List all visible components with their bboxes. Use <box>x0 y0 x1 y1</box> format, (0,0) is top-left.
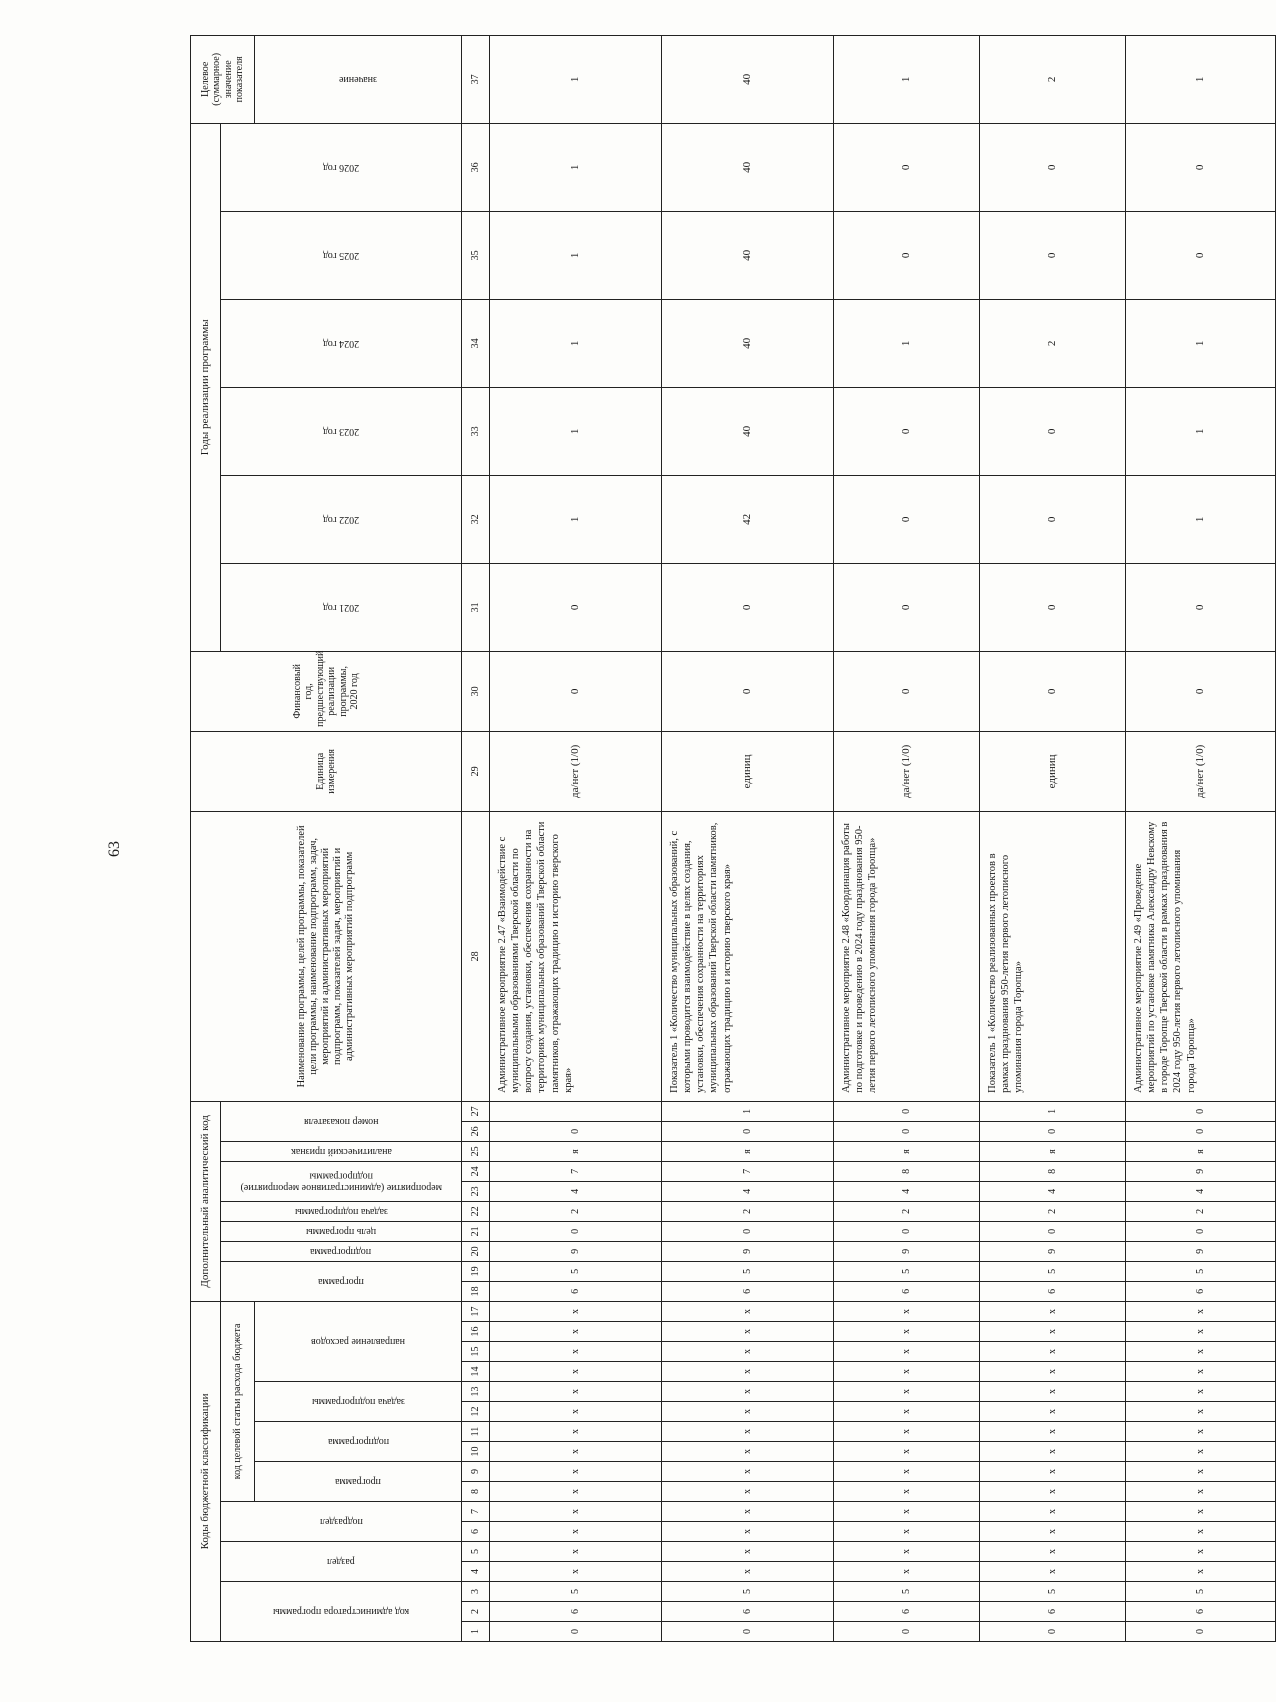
row-name: Административное мероприятие 2.49 «Проведение мероприятий по установке памятника Александру Невскому в городе Торопце Тверской области в рамках празднования в 2024 году 950-летия первого летописного упоминания города Торопца» <box>1126 811 1276 1101</box>
budget-code-digit: x <box>1126 1482 1276 1502</box>
row-year-value: 40 <box>662 299 834 387</box>
column-number-cell: 1 <box>462 1622 490 1642</box>
budget-code-digit: x <box>1126 1542 1276 1562</box>
table-row <box>490 35 662 1641</box>
unit-column-header: Единица измерения <box>191 731 462 811</box>
budget-code-digit: x <box>662 1301 834 1321</box>
program-label: программа <box>335 1476 382 1488</box>
row-year-value: 40 <box>662 387 834 475</box>
subprogram-task-header <box>255 1382 462 1422</box>
additional-code-digit: 5 <box>834 1261 980 1281</box>
row-unit: да/нет (1/0) <box>1126 731 1276 811</box>
budget-code-digit: 6 <box>662 1602 834 1622</box>
column-number-cell: 20 <box>462 1241 490 1261</box>
budget-code-digit: x <box>490 1462 662 1482</box>
row-base-value: 0 <box>662 651 834 731</box>
budget-code-digit: x <box>980 1382 1126 1402</box>
row-year-value: 40 <box>662 211 834 299</box>
add-task-header <box>221 1201 462 1221</box>
budget-code-digit: x <box>980 1322 1126 1342</box>
additional-code-digit: 2 <box>662 1201 834 1221</box>
indicator-number-header <box>221 1101 462 1141</box>
budget-code-digit: x <box>980 1442 1126 1462</box>
budget-code-digit: x <box>662 1442 834 1462</box>
additional-code-digit: 6 <box>490 1281 662 1301</box>
additional-code-digit: 2 <box>834 1201 980 1221</box>
column-number-cell: 11 <box>462 1422 490 1442</box>
budget-code-digit: x <box>662 1422 834 1442</box>
additional-code-digit: 7 <box>662 1161 834 1181</box>
additional-code-digit: 0 <box>834 1121 980 1141</box>
row-year-value: 1 <box>490 123 662 211</box>
column-number-cell: 3 <box>462 1582 490 1602</box>
additional-code-digit: 6 <box>980 1281 1126 1301</box>
column-number-cell: 17 <box>462 1301 490 1321</box>
row-year-value: 0 <box>980 475 1126 563</box>
codes-group-header: Коды бюджетной классификации <box>191 1301 221 1641</box>
row-year-value: 1 <box>490 211 662 299</box>
section-header <box>221 1542 462 1582</box>
budget-code-digit: x <box>490 1542 662 1562</box>
additional-code-digit: 2 <box>980 1201 1126 1221</box>
goal-label: цель программы <box>305 1226 377 1238</box>
column-number-cell: 26 <box>462 1121 490 1141</box>
row-year-value: 0 <box>662 563 834 651</box>
budget-code-digit: x <box>834 1462 980 1482</box>
budget-code-digit: x <box>1126 1522 1276 1542</box>
additional-code-digit: 1 <box>980 1101 1126 1121</box>
additional-code-digit: 2 <box>1126 1201 1276 1221</box>
column-number-cell: 33 <box>462 387 490 475</box>
budget-code-digit: x <box>980 1342 1126 1362</box>
add-subprogram-header <box>221 1241 462 1261</box>
additional-code-digit: 2 <box>490 1201 662 1221</box>
additional-code-digit: 0 <box>1126 1101 1276 1121</box>
row-year-value: 1 <box>490 475 662 563</box>
row-year-value: 0 <box>490 563 662 651</box>
budget-code-digit: x <box>662 1562 834 1582</box>
budget-code-digit: x <box>834 1362 980 1382</box>
row-target-value: 2 <box>980 35 1126 123</box>
column-number-cell: 24 <box>462 1161 490 1181</box>
budget-code-digit: x <box>980 1562 1126 1582</box>
column-number-cell: 15 <box>462 1342 490 1362</box>
row-name: Показатель 1 «Количество муниципальных образований, с которыми проводится взаимодействие в целях создания, установки, обеспечения сохранности на территориях муниципальных образований Тверской области памятников, отражающих традицию и историю тверского края» <box>662 811 834 1101</box>
target-value-label: значение <box>339 74 378 86</box>
additional-code-digit: 5 <box>490 1261 662 1281</box>
additional-code-digit: 0 <box>834 1221 980 1241</box>
additional-code-digit: я <box>662 1141 834 1161</box>
column-number-cell: 27 <box>462 1101 490 1121</box>
additional-code-digit: 9 <box>980 1241 1126 1261</box>
analytic-sign-header <box>221 1141 462 1161</box>
column-number-cell: 25 <box>462 1141 490 1161</box>
row-year-value: 0 <box>834 475 980 563</box>
budget-code-digit: x <box>1126 1362 1276 1382</box>
budget-code-digit: x <box>834 1402 980 1422</box>
analytic-sign-label: аналитический признак <box>290 1146 392 1158</box>
indicators-table <box>190 35 1276 1642</box>
target-value-header <box>255 35 462 123</box>
row-year-value: 0 <box>980 387 1126 475</box>
year-label-2023: 2023 год <box>322 426 360 438</box>
expense-direction-label: направление расходов <box>311 1336 406 1348</box>
row-year-value: 0 <box>980 563 1126 651</box>
budget-code-digit: x <box>1126 1322 1276 1342</box>
additional-code-digit: 6 <box>1126 1281 1276 1301</box>
years-group-header: Годы реализации программы <box>191 123 221 651</box>
additional-code-digit <box>490 1101 662 1121</box>
row-year-value: 1 <box>490 387 662 475</box>
row-target-value: 1 <box>490 35 662 123</box>
additional-code-digit: 9 <box>662 1241 834 1261</box>
row-target-value: 40 <box>662 35 834 123</box>
subsection-header <box>221 1502 462 1542</box>
budget-code-digit: x <box>490 1442 662 1462</box>
budget-code-digit: x <box>662 1382 834 1402</box>
admin-code-header <box>221 1582 462 1642</box>
goal-header <box>221 1221 462 1241</box>
year-label-2024: 2024 год <box>322 338 360 350</box>
add-task-label: задача подпрограммы <box>294 1206 388 1218</box>
row-year-value: 0 <box>834 123 980 211</box>
additional-code-digit: 0 <box>834 1101 980 1121</box>
budget-code-digit: x <box>490 1482 662 1502</box>
budget-code-digit: x <box>1126 1462 1276 1482</box>
budget-code-digit: 0 <box>980 1622 1126 1642</box>
budget-code-digit: 5 <box>662 1582 834 1602</box>
row-year-value: 0 <box>980 211 1126 299</box>
additional-code-digit: 0 <box>490 1221 662 1241</box>
row-unit: единиц <box>662 731 834 811</box>
budget-code-digit: x <box>490 1502 662 1522</box>
admin-event-header <box>221 1161 462 1201</box>
column-number-cell: 32 <box>462 475 490 563</box>
budget-code-digit: x <box>834 1382 980 1402</box>
row-unit: единиц <box>980 731 1126 811</box>
budget-code-digit: x <box>834 1422 980 1442</box>
year-header-2026 <box>221 123 462 211</box>
table-row <box>980 35 1126 1641</box>
column-number-cell: 6 <box>462 1522 490 1542</box>
indicator-number-label: номер показателя <box>303 1116 379 1128</box>
budget-code-digit: 6 <box>834 1602 980 1622</box>
rotated-table-container <box>190 52 1207 1642</box>
additional-code-digit: 0 <box>1126 1221 1276 1241</box>
additional-code-digit: 1 <box>662 1101 834 1121</box>
year-label-2025: 2025 год <box>322 250 360 262</box>
table-row <box>834 35 980 1641</box>
row-year-value: 1 <box>834 299 980 387</box>
budget-code-digit: x <box>980 1502 1126 1522</box>
year-header-2021 <box>221 563 462 651</box>
row-name: Административное мероприятие 2.48 «Координация работы по подготовке и проведению в 2024 году празднования 950-летия первого летописного упоминания города Торопца» <box>834 811 980 1101</box>
column-number-cell: 36 <box>462 123 490 211</box>
budget-code-digit: x <box>662 1362 834 1382</box>
additional-code-digit: 6 <box>662 1281 834 1301</box>
budget-code-digit: x <box>490 1342 662 1362</box>
subprogram-label: подпрограмма <box>327 1436 389 1448</box>
additional-code-digit: 0 <box>980 1221 1126 1241</box>
budget-code-digit: x <box>490 1402 662 1422</box>
budget-code-digit: x <box>834 1322 980 1342</box>
additional-code-digit: 5 <box>662 1261 834 1281</box>
budget-code-digit: x <box>980 1522 1126 1542</box>
additional-code-digit: 8 <box>980 1161 1126 1181</box>
budget-code-digit: x <box>490 1382 662 1402</box>
budget-code-digit: x <box>834 1562 980 1582</box>
year-header-2024 <box>221 299 462 387</box>
additional-code-digit: 9 <box>490 1241 662 1261</box>
target-group-header: Целевое (суммарное) значение показателя <box>191 35 255 123</box>
additional-code-digit: я <box>834 1141 980 1161</box>
row-unit: да/нет (1/0) <box>834 731 980 811</box>
additional-code-digit: 0 <box>980 1121 1126 1141</box>
row-target-value: 1 <box>1126 35 1276 123</box>
add-subprogram-label: подпрограмма <box>310 1246 372 1258</box>
admin-event-label: мероприятие (административное мероприятие) подпрограммы <box>240 1170 442 1193</box>
row-year-value: 0 <box>1126 563 1276 651</box>
additional-code-digit: 4 <box>834 1181 980 1201</box>
budget-code-digit: 6 <box>490 1602 662 1622</box>
row-base-value: 0 <box>834 651 980 731</box>
additional-code-header: Дополнительный аналитический код <box>191 1101 221 1301</box>
row-name: Показатель 1 «Количество реализованных проектов в рамках празднования 950-летия первого летописного упоминания города Торопца» <box>980 811 1126 1101</box>
budget-code-digit: 5 <box>834 1582 980 1602</box>
budget-code-digit: x <box>490 1422 662 1442</box>
additional-code-digit: 4 <box>1126 1181 1276 1201</box>
year-label-2021: 2021 год <box>322 602 360 614</box>
budget-code-digit: x <box>834 1522 980 1542</box>
column-number-cell: 34 <box>462 299 490 387</box>
budget-code-digit: x <box>490 1522 662 1542</box>
column-number-cell: 9 <box>462 1462 490 1482</box>
row-year-value: 0 <box>834 563 980 651</box>
budget-code-digit: x <box>1126 1342 1276 1362</box>
table-row <box>662 35 834 1641</box>
budget-code-digit: 6 <box>1126 1602 1276 1622</box>
year-label-2022: 2022 год <box>322 514 360 526</box>
column-number-cell: 10 <box>462 1442 490 1462</box>
additional-code-digit: я <box>490 1141 662 1161</box>
subprogram-task-label: задача подпрограммы <box>311 1396 405 1408</box>
column-number-cell: 4 <box>462 1562 490 1582</box>
budget-code-digit: 5 <box>980 1582 1126 1602</box>
row-year-value: 1 <box>1126 387 1276 475</box>
budget-code-digit: x <box>490 1362 662 1382</box>
row-base-value: 0 <box>980 651 1126 731</box>
year-header-2025 <box>221 211 462 299</box>
budget-code-digit: x <box>1126 1301 1276 1321</box>
budget-code-digit: x <box>834 1482 980 1502</box>
header-row-1 <box>191 35 221 1641</box>
row-year-value: 1 <box>490 299 662 387</box>
program-header <box>255 1462 462 1502</box>
additional-code-digit: 0 <box>662 1221 834 1241</box>
target-article-header: код целевой статьи расхода бюджета <box>221 1301 255 1501</box>
budget-code-digit: x <box>1126 1422 1276 1442</box>
budget-code-digit: x <box>1126 1442 1276 1462</box>
page-number: 63 <box>106 841 123 857</box>
budget-code-digit: x <box>1126 1382 1276 1402</box>
column-number-cell: 37 <box>462 35 490 123</box>
column-number-cell: 31 <box>462 563 490 651</box>
additional-code-digit: 9 <box>834 1241 980 1261</box>
budget-code-digit: 0 <box>662 1622 834 1642</box>
column-number-cell: 13 <box>462 1382 490 1402</box>
budget-code-digit: x <box>662 1402 834 1422</box>
budget-code-digit: x <box>834 1442 980 1462</box>
budget-code-digit: x <box>662 1542 834 1562</box>
column-number-cell: 5 <box>462 1542 490 1562</box>
budget-code-digit: x <box>980 1462 1126 1482</box>
budget-code-digit: x <box>662 1342 834 1362</box>
budget-code-digit: x <box>834 1542 980 1562</box>
row-year-value: 0 <box>834 387 980 475</box>
additional-code-digit: я <box>980 1141 1126 1161</box>
additional-code-digit: 4 <box>980 1181 1126 1201</box>
additional-code-digit: 7 <box>490 1161 662 1181</box>
budget-code-digit: x <box>980 1402 1126 1422</box>
budget-code-digit: 5 <box>1126 1582 1276 1602</box>
column-number-cell: 2 <box>462 1602 490 1622</box>
budget-code-digit: x <box>662 1322 834 1342</box>
additional-code-digit: 0 <box>1126 1121 1276 1141</box>
additional-code-digit: 4 <box>662 1181 834 1201</box>
budget-code-digit: x <box>1126 1402 1276 1422</box>
budget-code-digit: x <box>662 1502 834 1522</box>
column-number-cell: 12 <box>462 1402 490 1422</box>
budget-code-digit: x <box>834 1342 980 1362</box>
column-number-cell: 23 <box>462 1181 490 1201</box>
additional-code-digit: 8 <box>834 1161 980 1181</box>
expense-direction-header <box>255 1301 462 1381</box>
document-sheet <box>190 52 1207 1642</box>
budget-code-digit: 0 <box>834 1622 980 1642</box>
budget-code-digit: x <box>980 1422 1126 1442</box>
budget-code-digit: x <box>662 1462 834 1482</box>
column-number-cell: 19 <box>462 1261 490 1281</box>
admin-code-label: код администратора программы <box>272 1606 410 1618</box>
budget-code-digit: x <box>1126 1502 1276 1522</box>
budget-code-digit: 0 <box>1126 1622 1276 1642</box>
budget-code-digit: 0 <box>490 1622 662 1642</box>
additional-code-digit: 4 <box>490 1181 662 1201</box>
subprogram-header <box>255 1422 462 1462</box>
column-number-cell: 18 <box>462 1281 490 1301</box>
budget-code-digit: x <box>662 1522 834 1542</box>
subsection-label: подраздел <box>319 1516 363 1528</box>
column-number-cell: 29 <box>462 731 490 811</box>
column-number-cell: 35 <box>462 211 490 299</box>
year-header-2022 <box>221 475 462 563</box>
column-number-cell: 21 <box>462 1221 490 1241</box>
budget-code-digit: x <box>834 1301 980 1321</box>
additional-code-digit: 9 <box>1126 1241 1276 1261</box>
column-numbers-row <box>462 35 490 1641</box>
row-year-value: 42 <box>662 475 834 563</box>
base-year-header: Финансовый год, предшествующий реализации программы, 2020 год <box>191 651 462 731</box>
row-year-value: 1 <box>1126 475 1276 563</box>
additional-code-digit: 6 <box>834 1281 980 1301</box>
budget-code-digit: x <box>490 1301 662 1321</box>
name-column-header: Наименование программы, целей программы, показателей цели программы, наименование подпрограмм, задач, мероприятий и административных мероприятий подпрограмм, показателей задач, мероприятий и административных мероприятий подпрограмм <box>191 811 462 1101</box>
budget-code-digit: x <box>662 1482 834 1502</box>
budget-code-digit: 6 <box>980 1602 1126 1622</box>
row-year-value: 1 <box>1126 299 1276 387</box>
row-year-value: 0 <box>834 211 980 299</box>
additional-code-digit: 9 <box>1126 1161 1276 1181</box>
column-number-cell: 14 <box>462 1362 490 1382</box>
column-number-cell: 30 <box>462 651 490 731</box>
row-unit: да/нет (1/0) <box>490 731 662 811</box>
table-row <box>1126 35 1276 1641</box>
budget-code-digit: x <box>980 1482 1126 1502</box>
budget-code-digit: x <box>980 1542 1126 1562</box>
row-name: Административное мероприятие 2.47 «Взаимодействие с муниципальными образованиями Тверской области по вопросу создания, установки, обеспечения сохранности на территориях муниципальных образований Тверской области памятников, отражающих традицию и историю тверского края» <box>490 811 662 1101</box>
row-year-value: 0 <box>1126 211 1276 299</box>
year-label-2026: 2026 год <box>322 162 360 174</box>
column-number-cell: 7 <box>462 1502 490 1522</box>
budget-code-digit: x <box>490 1562 662 1582</box>
additional-code-digit: я <box>1126 1141 1276 1161</box>
row-target-value: 1 <box>834 35 980 123</box>
column-number-cell: 22 <box>462 1201 490 1221</box>
budget-code-digit: 5 <box>490 1582 662 1602</box>
budget-code-digit: x <box>1126 1562 1276 1582</box>
row-base-value: 0 <box>1126 651 1276 731</box>
additional-code-digit: 5 <box>980 1261 1126 1281</box>
budget-code-digit: x <box>980 1362 1126 1382</box>
column-number-cell: 28 <box>462 811 490 1101</box>
additional-code-digit: 5 <box>1126 1261 1276 1281</box>
budget-code-digit: x <box>834 1502 980 1522</box>
section-label: раздел <box>327 1556 355 1568</box>
row-base-value: 0 <box>490 651 662 731</box>
additional-code-digit: 0 <box>662 1121 834 1141</box>
add-program-header <box>221 1261 462 1301</box>
row-year-value: 0 <box>980 123 1126 211</box>
row-year-value: 0 <box>1126 123 1276 211</box>
add-program-label: программа <box>318 1276 364 1288</box>
column-number-cell: 16 <box>462 1322 490 1342</box>
column-number-cell: 8 <box>462 1482 490 1502</box>
year-header-2023 <box>221 387 462 475</box>
budget-code-digit: x <box>490 1322 662 1342</box>
additional-code-digit: 0 <box>490 1121 662 1141</box>
row-year-value: 2 <box>980 299 1126 387</box>
budget-code-digit: x <box>980 1301 1126 1321</box>
row-year-value: 40 <box>662 123 834 211</box>
